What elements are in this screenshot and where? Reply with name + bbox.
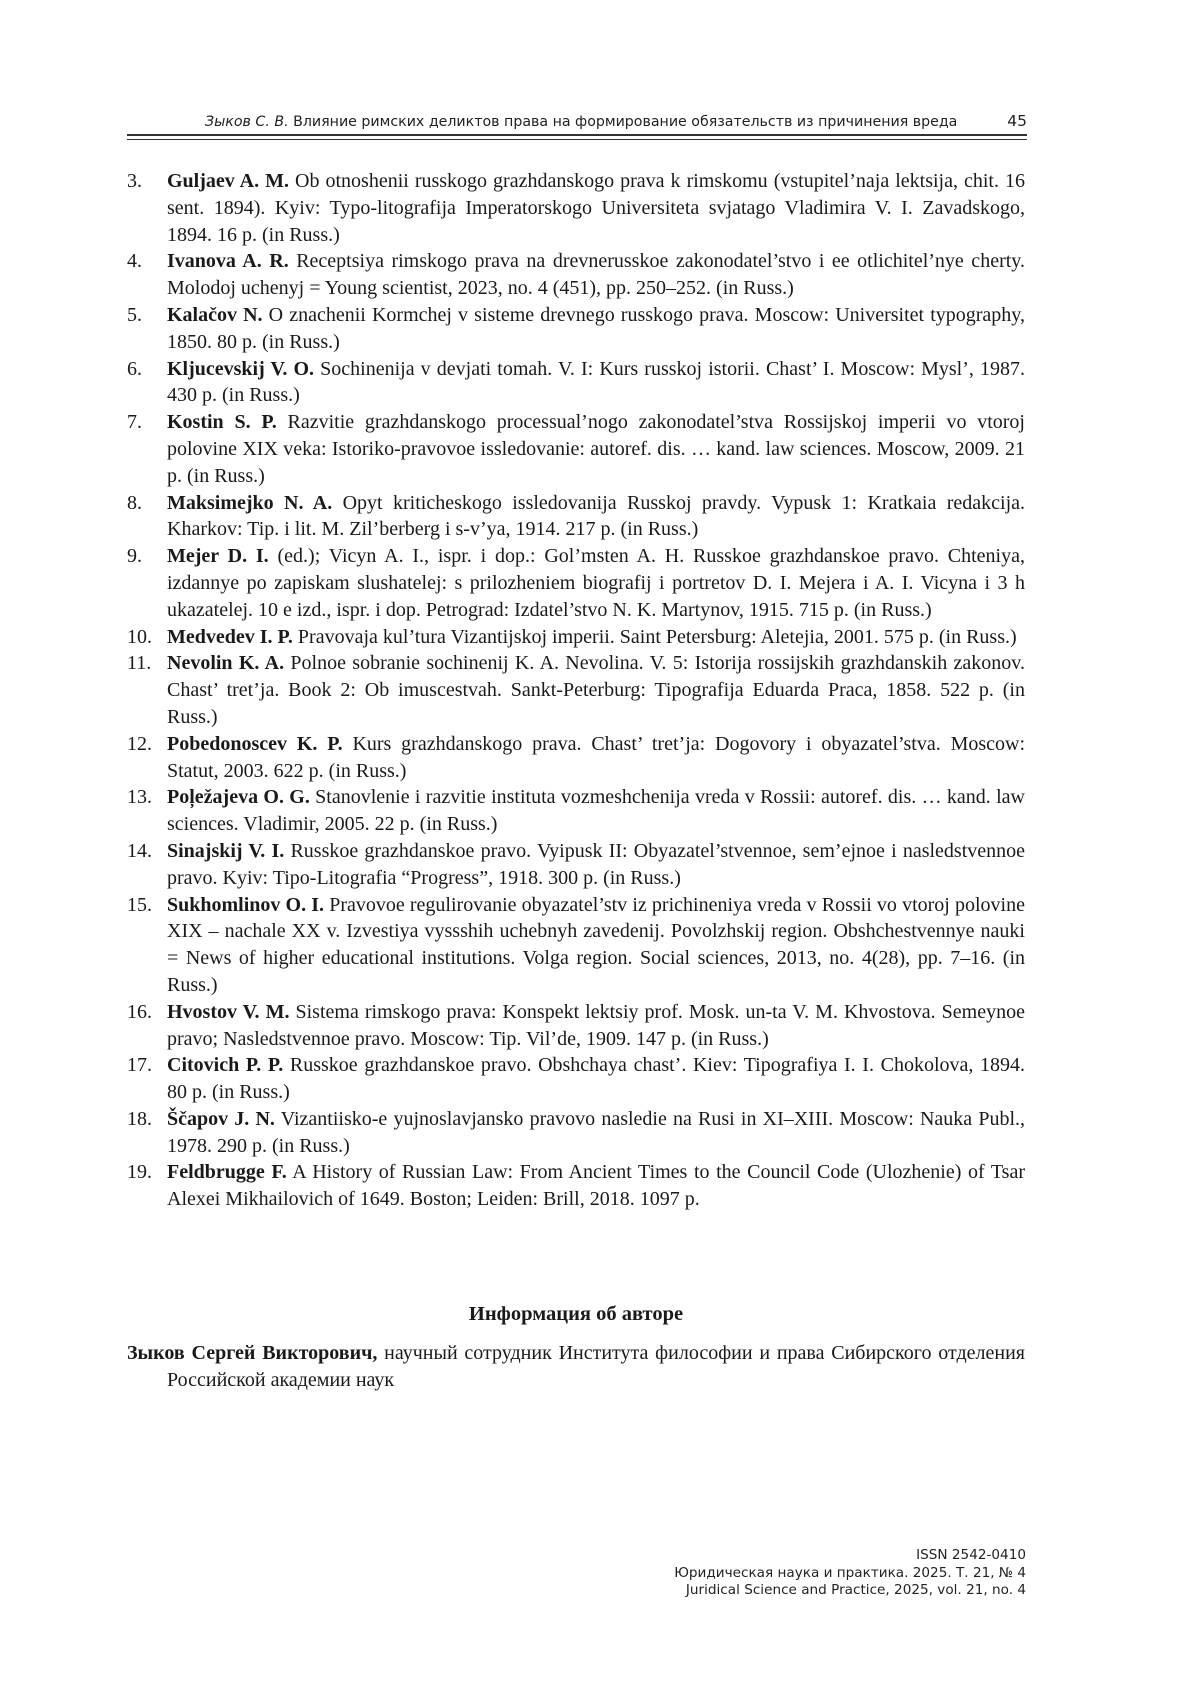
- reference-item: [127, 892, 1025, 999]
- reference-text: (ed.); Vicyn A. I., ispr. i dop.: Gol’msten A. H. Russkoe grazhdanskoe pravo. Chteniya, izdannye po zapiskam slushatelej: s prilozheniem biografij i portretov D. I. Mejera i A. I. Vicyna i 3 h ukazatelej. 10 e izd., ispr. i dop. Petrograd: Izdatel’stvo N. K. Martynov, 1915. 715 p. (in Russ.): [167, 545, 1025, 621]
- reference-item: [127, 650, 1025, 730]
- header-rule-thin: [127, 139, 1027, 140]
- reference-author: Medvedev I. P.: [167, 625, 293, 648]
- reference-text: Stanovlenie i razvitie instituta vozmeshchenija vreda v Rossii: autoref. dis. … kand. law sciences. Vladimir, 2005. 22 p. (in Russ.): [167, 786, 1025, 836]
- reference-number: 6.: [127, 357, 142, 380]
- reference-item: [127, 490, 1025, 544]
- reference-author: Ivanova A. R.: [167, 250, 289, 273]
- issn: ISSN 2542-0410: [916, 1547, 1026, 1563]
- reference-item: [127, 1052, 1025, 1106]
- reference-author: Feldbrugge F.: [167, 1161, 287, 1184]
- running-author: Зыков С. В.: [205, 114, 289, 130]
- reference-number: 11.: [127, 652, 152, 675]
- reference-author: Poļežajeva O. G.: [167, 786, 310, 809]
- reference-number: 4.: [127, 250, 142, 273]
- reference-text: Russkoe grazhdanskoe pravo. Vyipusk II: Obyazatel’stvennoe, sem’ejnoe i nasledstvennoe pravo. Kyiv: Tipo-Litografia “Progress”, 1918. 300 p. (in Russ.): [167, 839, 1026, 889]
- reference-author: Pobedonoscev K. P.: [167, 732, 343, 755]
- reference-number: 18.: [127, 1107, 152, 1130]
- reference-item: [127, 624, 1025, 651]
- reference-number: 9.: [127, 545, 142, 568]
- reference-number: 15.: [127, 893, 152, 916]
- reference-number: 10.: [127, 625, 152, 648]
- reference-number: 19.: [127, 1161, 152, 1184]
- reference-author: Maksimejko N. A.: [167, 491, 333, 514]
- reference-text: Sistema rimskogo prava: Konspekt lektsiy prof. Mosk. un-ta V. M. Khvostova. Semeynoe pravo; Nasledstvennoe pravo. Moscow: Tip. Vil’de, 1909. 147 p. (in Russ.): [167, 1000, 1025, 1050]
- reference-text: Russkoe grazhdanskoe pravo. Obshchaya chast’. Kiev: Tipografiya I. I. Chokolova, 1894. 80 p. (in Russ.): [167, 1054, 1026, 1104]
- reference-item: [127, 302, 1025, 356]
- reference-author: Ščapov J. N.: [167, 1107, 275, 1130]
- running-header: [127, 112, 1027, 134]
- reference-item: [127, 784, 1025, 838]
- reference-author: Sukhomlinov O. I.: [167, 893, 325, 916]
- header-rule-thick: [127, 134, 1027, 136]
- reference-number: 14.: [127, 839, 152, 862]
- running-article-title: Влияние римских деликтов права на формирование обязательств из причинения вреда: [293, 114, 958, 130]
- reference-text: Kurs grazhdanskogo prava. Chast’ tret’ja: Dogovory i obyazatel’stva. Moscow: Statut, 2003. 622 p. (in Russ.): [167, 732, 1026, 782]
- reference-item: [127, 543, 1025, 623]
- journal-citation-en: Juridical Science and Practice, 2025, vol. 21, no. 4: [685, 1582, 1026, 1598]
- reference-item: [127, 409, 1025, 489]
- reference-number: 17.: [127, 1054, 152, 1077]
- reference-author: Sinajskij V. I.: [167, 839, 285, 862]
- reference-author: Guljaev A. M.: [167, 170, 290, 192]
- reference-item: [127, 838, 1025, 892]
- reference-text: Ob otnoshenii russkogo grazhdanskogo prava k rimskomu (vstupitel’naja lektsija, chit. 16 sent. 1894). Kyiv: Typo-litografija Imperatorskogo Universiteta svjatago Vladimira V. I. Zavadskogo, 1894. 16 p. (in Russ.): [167, 170, 1025, 246]
- reference-text: Pravovaja kul’tura Vizantijskoj imperii. Saint Petersburg: Aletejia, 2001. 575 p. (in Russ.): [292, 625, 1017, 648]
- reference-number: 3.: [127, 170, 142, 192]
- reference-text: Pravovoe regulirovanie obyazatel’stv iz prichineniya vreda v Rossii vo vtoroj polovine XIX – nachale XX v. Izvestiya vyssshih uchebnyh zavedenij. Povolzhskij region. Obshchestvennye nauki = News of higher educational institutions. Volga region. Social sciences, 2013, no. 4(28), pp. 7–16. (in Russ.): [167, 893, 1025, 996]
- reference-text: Receptsiya rimskogo prava na drevnerusskoe zakonodatel’stvo i ee otlichitel’nye cherty. Molodoj uchenyj = Young scientist, 2023, no. 4 (451), pp. 250–252. (in Russ.): [167, 250, 1025, 300]
- reference-list: [127, 168, 1025, 1213]
- page-number: 45: [1007, 112, 1027, 130]
- reference-author: Nevolin K. A.: [167, 652, 285, 675]
- reference-number: 8.: [127, 491, 142, 514]
- running-title: [205, 114, 957, 130]
- journal-footer: [674, 1547, 1026, 1600]
- reference-text: Razvitie grazhdanskogo processual’nogo zakonodatel’stva Rossijskoj imperii vo vtoroj polovine XIX veka: Istoriko-pravovoe issledovanie: autoref. dis. … kand. law sciences. Moscow, 2009. 21 p. (in Russ.): [167, 411, 1025, 487]
- author-info-paragraph: [127, 1340, 1025, 1394]
- reference-author: Mejer D. I.: [167, 545, 269, 568]
- reference-item: [127, 1106, 1025, 1160]
- reference-number: 12.: [127, 732, 152, 755]
- reference-number: 13.: [127, 786, 152, 809]
- reference-author: Kostin S. P.: [167, 411, 277, 434]
- reference-text: A History of Russian Law: From Ancient Times to the Council Code (Ulozhenie) of Tsar Alexei Mikhailovich of 1649. Boston; Leiden: Brill, 2018. 1097 p.: [167, 1161, 1026, 1211]
- reference-item: [127, 248, 1025, 302]
- reference-number: 5.: [127, 303, 142, 326]
- reference-author: Citovich P. P.: [167, 1054, 284, 1077]
- reference-item: [127, 168, 1025, 248]
- reference-text: Sochinenija v devjati tomah. V. I: Kurs russkoj istorii. Chast’ I. Moscow: Mysl’, 1987. 430 p. (in Russ.): [167, 357, 1025, 407]
- reference-author: Kalačov N.: [167, 303, 263, 326]
- reference-number: 16.: [127, 1000, 152, 1023]
- reference-item: [127, 356, 1025, 410]
- reference-text: Opyt kriticheskogo issledovanija Russkoj pravdy. Vypusk 1: Kratkaia redakcija. Kharkov: Tip. i lit. M. Zil’berberg i s-v’ya, 1914. 217 p. (in Russ.): [167, 491, 1025, 541]
- reference-author: Kljucevskij V. O.: [167, 357, 315, 380]
- reference-text: Vizantiisko-e yujnoslavjansko pravovo nasledie na Rusi in XI–XIII. Moscow: Nauka Publ., 1978. 290 p. (in Russ.): [167, 1107, 1025, 1157]
- reference-item: [127, 1159, 1025, 1213]
- author-info-heading: Информация об авторе: [468, 1303, 684, 1325]
- journal-citation-ru: Юридическая наука и практика. 2025. Т. 21, № 4: [674, 1564, 1026, 1581]
- reference-item: [127, 999, 1025, 1053]
- reference-text: Polnoe sobranie sochinenij K. A. Nevolina. V. 5: Istorija rossijskih grazhdanskih zakonov. Chast’ tret’ja. Book 2: Ob imuscestvah. Sankt-Peterburg: Tipografija Eduarda Praca, 1858. 522 p. (in Russ.): [167, 652, 1025, 728]
- reference-item: [127, 731, 1025, 785]
- reference-text: O znachenii Kormchej v sisteme drevnego russkogo prava. Moscow: Universitet typography, 1850. 80 p. (in Russ.): [167, 303, 1026, 353]
- author-name: Зыков Сергей Викторович,: [127, 1342, 378, 1364]
- reference-author: Hvostov V. M.: [167, 1000, 290, 1023]
- reference-number: 7.: [127, 411, 142, 434]
- author-description: научный сотрудник Института философии и права Сибирского отделения Российской академии наук: [167, 1342, 1025, 1391]
